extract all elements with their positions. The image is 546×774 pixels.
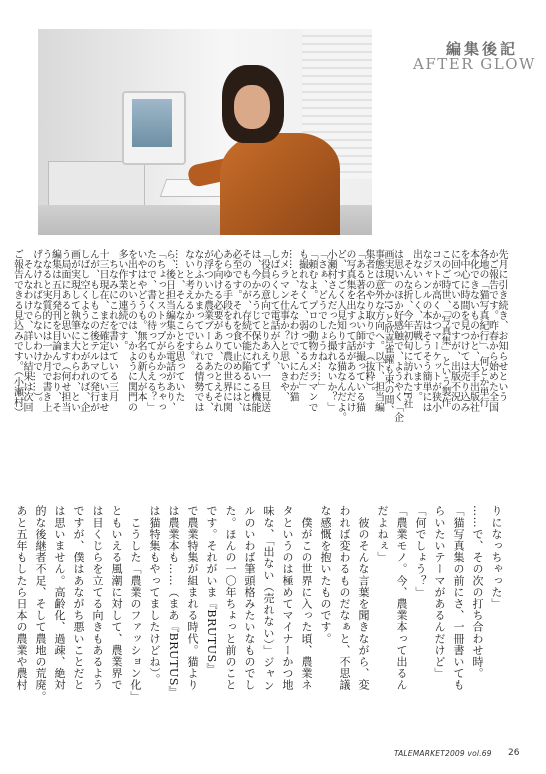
section-title-jp: 編集後記	[446, 40, 519, 58]
text-column: このご時世、「写真集」という製作	[439, 249, 450, 408]
text-column: なりふりかまっていられる情勢では	[192, 249, 203, 413]
text-column: そんな折、今年初旬に訪れたF社	[401, 249, 412, 410]
text-column: ルのいわば筆頭格みたいなものでし	[243, 505, 256, 691]
body-text-lower	[12, 505, 506, 738]
text-column: ……と、そんなことを思っていた	[173, 249, 184, 402]
text-column: う局面にあると思います（何せ担当	[59, 249, 70, 413]
text-column: 「猫写真集の前にさ、一冊書いても	[452, 505, 465, 691]
page-number: 26	[508, 748, 520, 758]
text-column: いやはやどうも。無名の新人が本	[135, 249, 146, 402]
text-column: は、今かろうじて保たれている機能	[249, 249, 260, 413]
text-column: われば変わるものだなぁと、不思議	[338, 505, 351, 691]
text-column: 事態は意外な方向へ。以下、担当編	[372, 249, 384, 413]
section-title-en: AFTER GLOW	[413, 55, 536, 73]
text-column: 「ちょっとストップがかかっちゃっ	[154, 249, 165, 413]
text-column: カメラマン仕事か？と思いきや、	[277, 249, 289, 402]
text-column: 的な後継者不足、そして農地の荒廃。	[34, 505, 47, 703]
text-column: を出すというのは、かように関門の	[125, 249, 137, 413]
text-column: 出ないらしく、苦戦しています。	[410, 249, 422, 402]
text-column: タというのは極めてマイナーかつ地	[281, 505, 294, 691]
text-column: ……と、そんなわけで、にわか猫	[287, 249, 298, 402]
text-column: なジャンルの本はそうそう簡単には	[420, 249, 431, 413]
text-column: 画が実現して執筆に大わらわ、とい	[68, 249, 80, 413]
text-column: は思いません。高齢化、過疎、絶対	[53, 505, 66, 691]
text-column: あらゆる手段をもって農の世界に関	[220, 249, 232, 413]
text-column: コストが高くかつマーケットが狭小	[429, 249, 441, 413]
text-column: らいたいテーマがあるんだけど」	[433, 505, 446, 679]
text-column: げなければならないわけで……）。	[30, 249, 42, 408]
text-column: ともいえる風潮に対して、農業界で	[110, 505, 123, 691]
text-column: は猫特集もやってましたけどね）。	[148, 505, 161, 686]
text-column: 多い作業の連続です。	[116, 249, 127, 351]
text-column: 十三日現在、まだ確定はしていませ	[97, 249, 108, 413]
text-column: ……で、その次の打ち合わせ時。	[471, 505, 484, 679]
text-column: は農業本も……（まあ『BRUTUS』	[167, 505, 180, 698]
text-column: そのものが、存続不能に陥ることは	[239, 249, 251, 413]
text-column: 本化できないものかと、大手出版社	[467, 249, 479, 413]
text-column: しばし空くようなことがあれば、企	[78, 249, 89, 413]
text-column: ちなみにこれを書いている三月	[106, 249, 118, 402]
text-column: ご報告できる見込みです。（小瀬村）	[11, 249, 23, 418]
text-column: しばらくして電話が入り、	[268, 249, 279, 372]
text-column: 「役員の意向でとりあえず一旦見送	[258, 249, 270, 413]
text-column: うなると実質的には一か月で書き上	[40, 249, 51, 413]
text-column: だよねぇ」	[376, 505, 389, 563]
text-column: 先月に引き続き、お知らせという	[496, 249, 507, 402]
text-column: を中心に時間を見つけては売り込み	[458, 249, 469, 413]
text-column: は思いのほか好感触で、ようやく「企	[391, 249, 403, 423]
text-column: そんなわけで、詳しい結果は次回	[21, 249, 32, 413]
editor-photo	[38, 29, 372, 235]
text-column: に回っているのですが、出版不況の	[448, 249, 460, 413]
text-column: 彼のそんな言葉を聞きながら、変	[357, 505, 370, 691]
text-column: たので、書くの待ってもらえる？」	[144, 249, 156, 413]
text-column: 画実現」か!? と欣喜雀躍も束の間、	[382, 249, 393, 416]
magazine-footer: TALEMARKET2009 vol.69	[394, 749, 492, 758]
text-column: は目くじらを立てる向きもあるよう	[91, 505, 104, 691]
text-column: 「さぁ、どうでしょうね……」	[315, 249, 327, 392]
text-column: かご報告です。昨春から始めた全国	[486, 249, 498, 413]
text-column: 「何でしょう？」	[414, 505, 427, 598]
text-column: も撮れなくて、弱ってるんだ」	[296, 249, 308, 392]
body-text-upper	[12, 249, 506, 480]
text-column: た。ほんの一〇年ちょっと前のこと	[224, 505, 237, 691]
text-column: の写真集を出すって話があるんだけ	[344, 249, 355, 413]
text-column: 各地の「猫写真紀行」、何とか単行	[477, 249, 488, 408]
text-column: 心を向ける必要があり、たとえそれ	[211, 249, 222, 413]
text-column: 編集は五月発刊を目論んでおり、そ	[49, 249, 61, 413]
text-column: あと五年もしたら日本の農業や農村	[15, 505, 28, 691]
text-column: 僕がこの世界に入った頃、農業ネ	[300, 505, 313, 691]
text-column: 小瀬村さんだったら撮れないか？」	[325, 249, 336, 413]
text-column: 必至です。それを食い止めるには、	[230, 249, 241, 413]
text-column: こうした「農業のファッション化」	[129, 505, 142, 703]
text-column: 「ある著名なよい師が撮っている猫	[353, 249, 365, 413]
text-column: ないと考えるからです。	[182, 249, 194, 362]
text-column: ですが、僕はあながち悪いことだと	[72, 505, 85, 691]
text-column: んが、もしもこの後テルマの発行が	[87, 249, 99, 413]
text-column: で農業特集が組まれる時代。猫より	[186, 505, 199, 691]
text-column: 「農業モノ。今、農業本って出るん	[395, 505, 408, 691]
text-column: ど、すごく人見知りする猫なんだよ。	[334, 249, 346, 423]
text-column: です。それがいま『BRUTUS』	[205, 505, 218, 675]
text-column: 集者とのやり取りです（抜粋）。	[363, 249, 374, 397]
text-column: ら、後日担当編集から電話があり、	[163, 249, 175, 413]
text-column: りになっちゃった」	[490, 505, 503, 610]
text-column: 「頼むよ。プロの動物カメラマンで	[306, 249, 317, 413]
text-column: が浮ついた農業ブームであっても、	[201, 249, 213, 413]
text-column: な感慨を抱いたものです。	[319, 505, 332, 645]
text-column: 味な、「出ない（売れない）」ジャン	[262, 505, 275, 692]
